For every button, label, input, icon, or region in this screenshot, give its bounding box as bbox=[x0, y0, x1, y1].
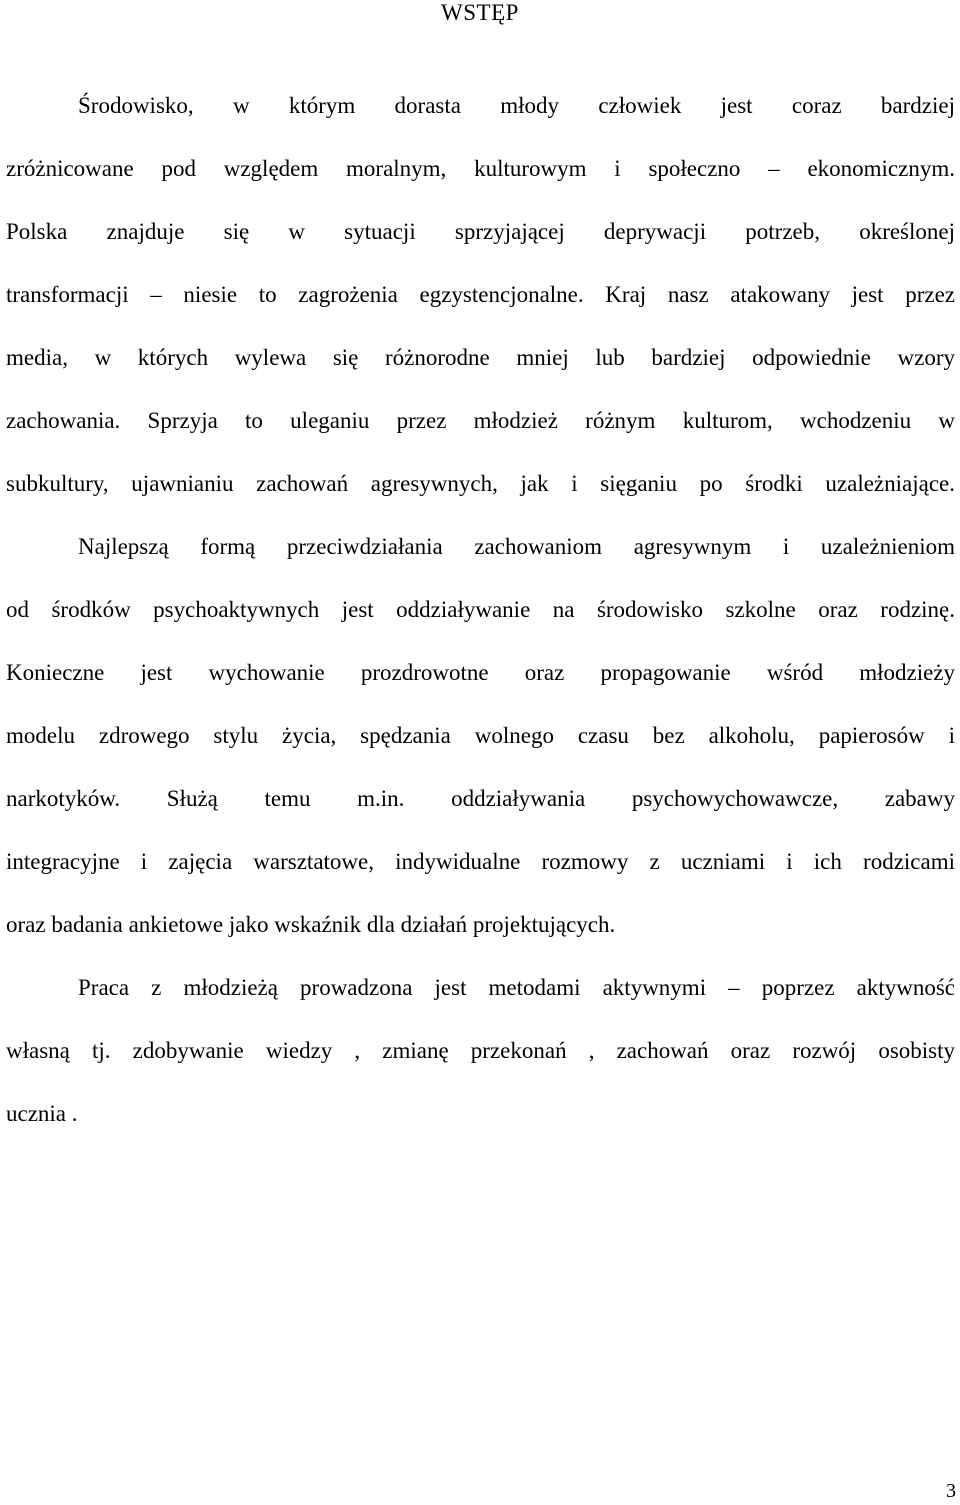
text-line: zachowania. Sprzyja to uleganiu przez młodzież różnym kulturom, wchodzeniu w bbox=[6, 408, 955, 433]
text-line: integracyjne i zajęcia warsztatowe, indywidualne rozmowy z uczniami i ich rodzicami bbox=[6, 849, 955, 874]
text-line: Konieczne jest wychowanie prozdrowotne oraz propagowanie wśród młodzieży bbox=[6, 660, 955, 685]
text-line: media, w których wylewa się różnorodne mniej lub bardziej odpowiednie wzory bbox=[6, 345, 955, 370]
text-line: od środków psychoaktywnych jest oddziaływanie na środowisko szkolne oraz rodzinę. bbox=[6, 597, 955, 622]
text-line: Polska znajduje się w sytuacji sprzyjającej deprywacji potrzeb, określonej bbox=[6, 219, 955, 244]
text-line: oraz badania ankietowe jako wskaźnik dla działań projektujących. bbox=[6, 912, 616, 937]
page-title: WSTĘP bbox=[441, 0, 519, 25]
text-line: ucznia . bbox=[6, 1101, 78, 1126]
text-line: modelu zdrowego stylu życia, spędzania wolnego czasu bez alkoholu, papierosów i bbox=[6, 723, 955, 748]
text-line: Praca z młodzieżą prowadzona jest metodami aktywnymi – poprzez aktywność bbox=[78, 975, 955, 1000]
text-line: transformacji – niesie to zagrożenia egzystencjonalne. Kraj nasz atakowany jest przez bbox=[6, 282, 955, 307]
text-line: zróżnicowane pod względem moralnym, kulturowym i społeczno – ekonomicznym. bbox=[6, 156, 955, 181]
text-line: własną tj. zdobywanie wiedzy , zmianę przekonań , zachowań oraz rozwój osobisty bbox=[6, 1038, 955, 1063]
text-line: Środowisko, w którym dorasta młody człowiek jest coraz bardziej bbox=[78, 93, 955, 118]
text-line: Najlepszą formą przeciwdziałania zachowaniom agresywnym i uzależnieniom bbox=[78, 534, 955, 559]
text-line: subkultury, ujawnianiu zachowań agresywnych, jak i sięganiu po środki uzależniające. bbox=[6, 471, 955, 496]
text-line: narkotyków. Służą temu m.in. oddziaływania psychowychowawcze, zabawy bbox=[6, 786, 955, 811]
page-number: 3 bbox=[946, 1480, 956, 1502]
